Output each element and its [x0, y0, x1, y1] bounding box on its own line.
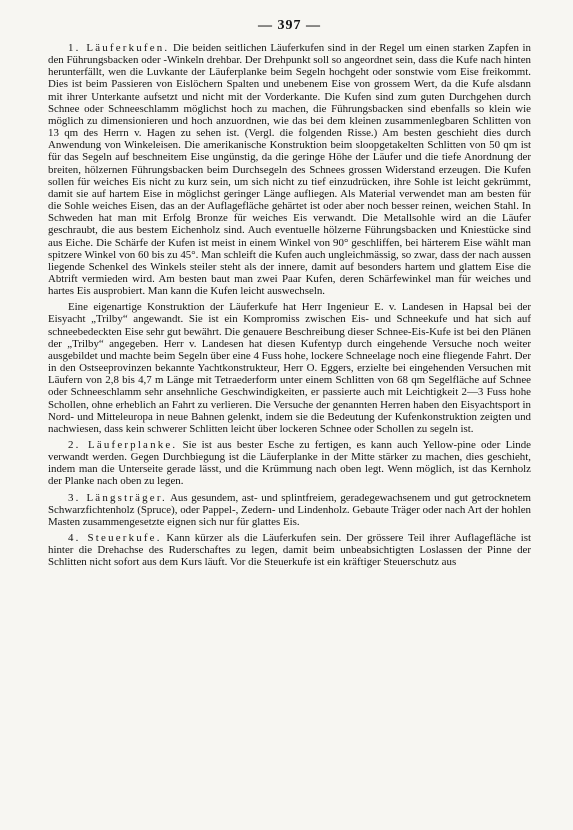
paragraph-steuerkufe — [48, 532, 531, 568]
section-heading: 4. Steuerkufe. — [68, 532, 162, 545]
paragraph-laengstraeger — [48, 492, 531, 528]
paragraph-text: Die beiden seitlichen Läuferkufen sind in der Regel um einen starken Zapfen in den Führungsbacken oder -Winkeln drehbar. Der Drehpunkt soll so angeordnet sein, dass die Kufe nach hinten herunterfällt, wen die Luvkante der Läuferplanke beim Segeln hochgeht oder sonstwie vom Eise freikommt. Dies ist beim Passieren von Eislöchern Spalten und unebenem Eise von grossem Wert, da die Kufe alsdann mit ihrer Unterkante aufsetzt und nicht mit der Vorderkante. Die Kufen sind zum guten Durchgehen durch Schnee oder Schneeschlamm möglichst hoch zu machen, die Führungsbacken sind ebenfalls so klein wie möglich zu dimensionieren und hoch anzuordnen, wie das bei dem kleinen zusammenlegbaren Schlitten von 13 qm des Herrn v. Hagen zu sehen ist. (Vergl. die folgenden Risse.) Am besten geschieht dies durch Anwendung von Winkeleisen. Die amerikanische Konstruktion beim sloopgetakelten Schlitten von 50 qm ist für das Segeln auf beschneitem Eise ungünstig, da die geringe Höhe der Läufer und die tiefe Anordnung der breiten, hölzernen Führungsbacken beim Durchsegeln des Schnees grossen Widerstand erzeugen. Die Kufen sollen für weiches Eis nicht zu kurz sein, um sich nicht zu tief einzudrücken, ihre Sohle ist leicht gekrümmt, damit sie auf hartem Eise in möglichst geringer Länge aufliegen. Als Material verwendet man am besten für die Sohle weiches Eisen, das an der Auflagefläche gehärtet ist oder aber noch besser reinen, weichen Stahl. In Schweden hat man mit Erfolg Bronze für weiches Eis verwandt. Die Metallsohle wird an die Läufer geschraubt, die aus bestem Eichenholz sind. Auch eventuelle hölzerne Führungsbacken und Kniestücke sind aus Eiche. Die Schärfe der Kufen ist meist in einem Winkel von 90° geschliffen, bei härterem Eise wählt man spitzere Winkel von 60 bis zu 45°. Man schleift die Kufen auch ungleichmässig, so zwar, dass der nach aussen liegende Schenkel des Winkels steiler steht als der innere, damit auf besonders hartem und glattem Eise die Abtrift vermieden wird. Am besten baut man zwei Paar Kufen, deren Schärfewinkel man für weiches und hartes Eis ausprobiert. Man kann die Kufen leicht auswechseln. — [48, 42, 531, 298]
paragraph-laeuferplanke — [48, 439, 531, 488]
section-heading: 2. Läuferplanke. — [68, 439, 178, 451]
paragraph-laeuferkufen — [48, 42, 531, 297]
section-heading: 3. Längsträger. — [68, 491, 167, 504]
paragraph-trilby-kufe — [48, 301, 531, 435]
paragraph-text: Eine eigenartige Konstruktion der Läuferkufe hat Herr Ingenieur E. v. Landesen in Hapsal bei der Eisyacht „Trilby“ angewandt. Sie ist ein Kompromiss zwischen Eis- und Schneekufe und hat sich auf schneebedeckten Eise sehr gut bewährt. Die genauere Beschreibung dieser Schnee-Eis-Kufe ist bei den Plänen der „Trilby“ angegeben. Herr v. Landesen hat diesen Kufentyp durch eingehende Versuche noch weiter ausgebildet und machte beim Segeln über eine 4 Fuss hohe, lockere Schneelage noch eine fliegende Fahrt. Der in den Ostseeprovinzen bekannte Yachtkonstrukteur, Herr O. Eggers, erzielte bei eingehenden Versuchen mit Läufern von 2,8 bis 4,7 m Länge mit Tetraederform unter einem Schlitten von 68 qm Segelfläche auf Schnee oder Schneeschlamm sehr ansehnliche Geschwindigkeiten, er passierte auch mit Leichtigkeit 2—3 Fuss hohe Schollen, ohne erheblich an Fahrt zu verlieren. Die Versuche der genannten Herren haben den Eisyachtsport in Nord- und Mitteleuropa in neue Bahnen gelenkt, indem sie die Bedeutung der Kufenkonstruktion zeigten und nachwiesen, dass kein schwerer Schlitten leicht über lockeren Schnee oder Schollen zu segeln ist. — [48, 301, 531, 435]
paragraph-text: Kann kürzer als die Läuferkufen sein. Der grössere Teil ihrer Auflagefläche ist hinter die Drehachse des Ruderschaftes zu legen, damit beim unbeabsichtigten Loslassen der Pinne der Schlitten nicht sofort aus dem Kurs läuft. Vor die Steuerkufe ist ein kräftiger Steuerschutz aus — [48, 532, 532, 569]
paragraph-text: Aus gesundem, ast- und splintfreiem, geradegewachsenem und gut getrocknetem Schwarzfichtenholz (Spruce), oder Pappel-, Zedern- und Lindenholz. Gebaute Träger oder nach Art der hohlen Masten zusammengesetzte eignen sich nur für glattes Eis. — [48, 491, 531, 528]
paragraph-text: Sie ist aus bester Esche zu fertigen, es kann auch Yellow-pine oder Linde verwandt werden. Gegen Durchbiegung ist die Läuferplanke in der Mitte stärker zu machen, dies geschieht, indem man die Unterseite gerade lässt, und die Krümmung nach oben legt. Wenn möglich, ist das Kernholz der Planke nach oben zu legen. — [48, 439, 531, 488]
page-number: — 397 — — [258, 18, 321, 33]
section-heading: 1. Läuferkufen. — [68, 42, 170, 54]
